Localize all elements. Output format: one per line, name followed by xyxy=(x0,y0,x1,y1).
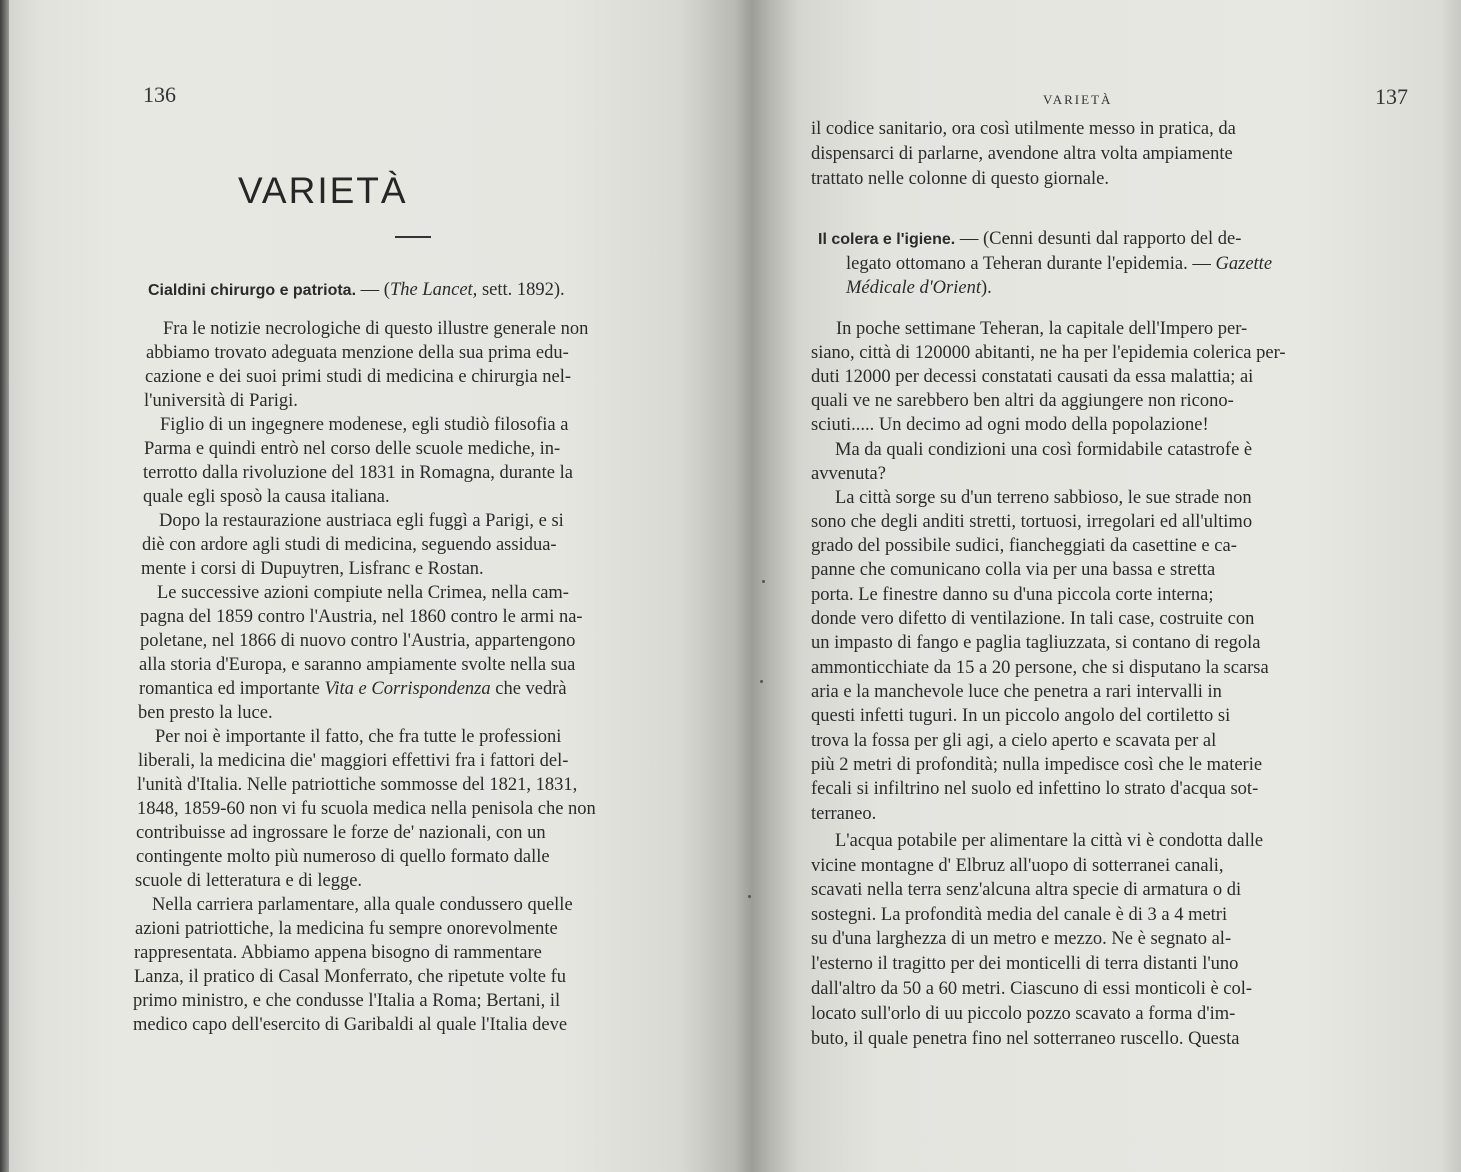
paper-speck xyxy=(760,680,763,683)
text-line: contribuisse ad ingrossare le forze de' nazionali, con un xyxy=(136,823,546,843)
text-line: Figlio di un ingegnere modenese, egli studiò filosofia a xyxy=(160,415,569,435)
text-line: buto, il quale penetra fino nel sotterraneo ruscello. Questa xyxy=(811,1029,1240,1049)
text-line: l'unità d'Italia. Nelle patriottiche sommosse del 1821, 1831, xyxy=(137,775,578,795)
text-line: Per noi è importante il fatto, che fra tutte le professioni xyxy=(155,727,562,747)
text-line: su d'una larghezza di un metro e mezzo. Ne è segnato al- xyxy=(811,929,1232,949)
text-line: La città sorge su d'un terreno sabbioso, le sue strade non xyxy=(835,488,1252,508)
text-line: poletane, nel 1866 di nuovo contro l'Austria, appartengono xyxy=(140,631,576,651)
paper-speck xyxy=(748,895,751,898)
text-line: aria e la manchevole luce che penetra a rari intervalli in xyxy=(811,682,1222,702)
text-line: cazione e dei suoi primi studi di medicina e chirurgia nel- xyxy=(145,367,572,387)
text-line: ammonticchiate da 15 a 20 persone, che si disputano la scarsa xyxy=(811,658,1269,678)
text-line: scavati nella terra senz'alcuna altra specie di armatura o di xyxy=(811,880,1242,900)
text-line: l'esterno il tragitto per dei monticelli di terra distanti l'uno xyxy=(811,954,1239,974)
section-title: VARIETÀ xyxy=(238,170,408,211)
text-line: liberali, la medicina die' maggiori effettivi fra i fattori del- xyxy=(138,751,569,771)
article-heading xyxy=(818,227,1241,252)
text-line: Dopo la restaurazione austriaca egli fuggì a Parigi, e si xyxy=(159,511,564,531)
text-line: 1848, 1859-60 non vi fu scuola medica nella penisola che non xyxy=(137,799,596,819)
text-line: Lanza, il pratico di Casal Monferrato, che ripetute volte fu xyxy=(134,967,567,987)
page-number: 137 xyxy=(1375,84,1408,109)
text-line: locato sull'orlo di uu piccolo pozzo scavato a forma d'im- xyxy=(811,1004,1236,1024)
text-line: In poche settimane Teheran, la capitale dell'Impero per- xyxy=(836,319,1248,339)
article-title: Cialdini chirurgo e patriota. xyxy=(148,282,357,299)
text-line: Nella carriera parlamentare, alla quale condussero quelle xyxy=(152,895,573,915)
heading-end: ). xyxy=(980,278,992,298)
text-line: porta. Le finestre danno su d'una piccola corte interna; xyxy=(811,585,1214,605)
text-line: fecali si infiltrino nel suolo ed infettino lo strato d'acqua sot- xyxy=(811,779,1259,799)
text-run: che vedrà xyxy=(490,679,567,699)
heading-source: Gazette xyxy=(1215,254,1273,274)
heading-date: sett. 1892). xyxy=(477,280,565,300)
book-title: Vita e Corrispondenza xyxy=(324,679,491,699)
text-line: un impasto di fango e paglia tagliuzzata, si contano di regola xyxy=(811,633,1261,653)
text-line: azioni patriottiche, la medicina fu sempre onorevolmente xyxy=(135,919,558,939)
text-line: Parma e quindi entrò nel corso delle scuole mediche, in- xyxy=(144,439,561,459)
text-line: l'università di Parigi. xyxy=(144,391,298,411)
heading-dash: — ( xyxy=(356,280,390,300)
text-line: sono che degli anditi stretti, tortuosi, irregolari ed all'ultimo xyxy=(811,512,1253,532)
page-number: 136 xyxy=(143,82,176,107)
article-heading-cont xyxy=(846,276,992,300)
text-line: duti 12000 per decessi constatati causati da essa malattia; ai xyxy=(811,367,1254,387)
text-line: sciuti..... Un decimo ad ogni modo della popolazione! xyxy=(811,415,1209,435)
text-line: quali ve ne sarebbero ben altri da aggiungere non ricono- xyxy=(811,391,1234,411)
text-line: panne che comunicano colla via per una bassa e stretta xyxy=(811,560,1216,580)
text-line: Le successive azioni compiute nella Crimea, nella cam- xyxy=(157,583,569,603)
text-line: quale egli sposò la causa italiana. xyxy=(143,487,390,507)
text-line: dispensarci di parlarne, avendone altra volta ampiamente xyxy=(811,144,1233,164)
text-line: scuole di letteratura e di legge. xyxy=(135,871,363,891)
right-page xyxy=(745,0,1461,1172)
text-line: mente i corsi di Dupuytren, Lisfranc e Rostan. xyxy=(141,559,484,579)
text-line: il codice sanitario, ora così utilmente messo in pratica, da xyxy=(811,119,1236,139)
text-line: terraneo. xyxy=(811,804,877,824)
heading-source: Médicale d'Orient xyxy=(846,278,981,298)
text-line: donde vero difetto di ventilazione. In tali case, costruite con xyxy=(811,609,1255,629)
heading-text: legato ottomano a Teheran durante l'epidemia. — xyxy=(846,254,1216,274)
text-line: sostegni. La profondità media del canale è di 3 a 4 metri xyxy=(811,905,1228,925)
text-line: abbiamo trovato adeguata menzione della sua prima edu- xyxy=(146,343,569,363)
text-line: Ma da quali condizioni una così formidabile catastrofe è xyxy=(835,440,1253,460)
text-line: pagna del 1859 contro l'Austria, nel 1860 contro le armi na- xyxy=(140,607,583,627)
article-title: Il colera e l'igiene. xyxy=(818,231,956,248)
article-heading xyxy=(148,278,565,303)
heading-source: The Lancet, xyxy=(389,280,478,300)
text-line: alla storia d'Europa, e saranno ampiamente svolte nella sua xyxy=(139,655,576,675)
text-line: Fra le notizie necrologiche di questo illustre generale non xyxy=(163,319,589,339)
text-run: romantica ed importante xyxy=(139,679,320,699)
text-line: primo ministro, e che condusse l'Italia a Roma; Bertani, il xyxy=(133,991,561,1011)
text-line: avvenuta? xyxy=(811,464,886,484)
text-line: terrotto dalla rivoluzione del 1831 in Romagna, durante la xyxy=(143,463,573,483)
text-line: siano, città di 120000 abitanti, ne ha per l'epidemia colerica per- xyxy=(811,343,1286,363)
text-line: vicine montagne d' Elbruz all'uopo di sotterranei canali, xyxy=(811,856,1224,876)
text-line: medico capo dell'esercito di Garibaldi al quale l'Italia deve xyxy=(133,1015,568,1035)
text-line: diè con ardore agli studi di medicina, seguendo assidua- xyxy=(142,535,557,555)
text-line: ben presto la luce. xyxy=(138,703,273,723)
text-line: più 2 metri di profondità; nulla impedisce così che le materie xyxy=(811,755,1263,775)
running-head: VARIETÀ xyxy=(1043,92,1113,107)
text-line: dall'altro da 50 a 60 metri. Ciascuno di essi monticoli è col- xyxy=(811,979,1253,999)
text-line: questi infetti tuguri. In un piccolo angolo del cortiletto si xyxy=(811,706,1231,726)
text-line: rappresentata. Abbiamo appena bisogno di rammentare xyxy=(134,943,542,963)
text-line: trattato nelle colonne di questo giornale. xyxy=(811,169,1109,189)
article-heading-cont xyxy=(846,252,1272,276)
text-line: contingente molto più numeroso di quello formato dalle xyxy=(136,847,550,867)
text-line: L'acqua potabile per alimentare la città vi è condotta dalle xyxy=(835,831,1264,851)
text-line: trova la fossa per gli agi, a cielo aperto e scavata per al xyxy=(811,731,1217,751)
heading-text: — (Cenni desunti dal rapporto del de- xyxy=(955,229,1242,249)
text-line xyxy=(139,677,567,701)
title-rule xyxy=(395,236,431,238)
paper-speck xyxy=(762,580,765,583)
text-line: grado del possibile sudici, fiancheggiati da casettine e ca- xyxy=(811,536,1237,556)
